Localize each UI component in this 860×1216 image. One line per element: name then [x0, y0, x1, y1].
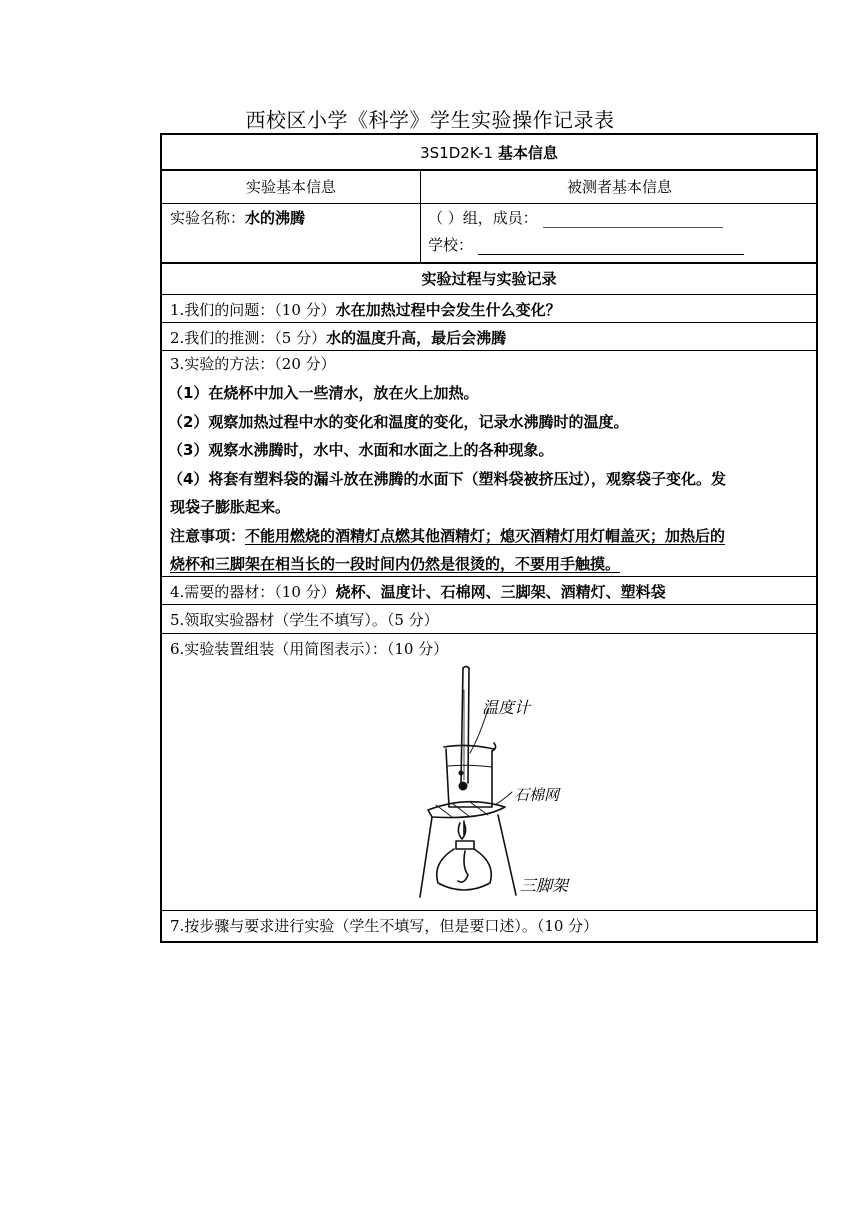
record-table — [160, 133, 818, 943]
method-step: （4）将套有塑料袋的漏斗放在沸腾的水面下（塑料袋被挤压过），观察袋子变化。发 — [168, 470, 726, 488]
equipment-label: 4.需要的器材：（10 分） — [170, 583, 336, 601]
code-header-code: 3S1D2K-1 — [420, 144, 494, 162]
method-label: 3.实验的方法：（20 分） — [170, 355, 336, 373]
perform-label: 7.按步骤与要求进行实验（学生不填写，但是要口述）。（10 分） — [170, 917, 599, 935]
assembly-label: 6.实验装置组装（用简图表示）：（10 分） — [170, 640, 449, 658]
experiment-name: 水的沸腾 — [245, 209, 306, 227]
method-step: （1）在烧杯中加入一些清水，放在火上加热。 — [168, 384, 479, 402]
experiment-name-label: 实验名称： — [170, 209, 246, 227]
notice-label: 注意事项： — [170, 527, 246, 545]
thermometer-label: 温度计 — [482, 698, 531, 717]
tripod-icon — [420, 815, 516, 897]
guess-label: 2.我们的推测：（5 分） — [170, 329, 327, 347]
right-header: 被测者基本信息 — [566, 178, 672, 196]
left-header: 实验基本信息 — [245, 178, 336, 196]
collect-label: 5.领取实验器材（学生不填写）。（5 分） — [170, 611, 439, 629]
method-step: 现袋子膨胀起来。 — [170, 498, 291, 516]
gauze-icon — [428, 802, 505, 818]
question-label: 1.我们的问题：（10 分） — [170, 301, 336, 319]
question-value: 水在加热过程中会发生什么变化？ — [335, 301, 561, 319]
document-title: 西校区小学《科学》学生实验操作记录表 — [245, 108, 615, 132]
method-step: （2）观察加热过程中水的变化和温度的变化，记录水沸腾时的温度。 — [168, 413, 629, 431]
divider — [162, 910, 816, 911]
guess-value: 水的温度升高，最后会沸腾 — [326, 329, 507, 347]
group-label: （ ）组，成员： — [428, 209, 538, 227]
gauze-label: 石棉网 — [514, 786, 560, 804]
apparatus-sketch — [162, 135, 818, 941]
notice-text: 不能用燃烧的酒精灯点燃其他酒精灯；熄灭酒精灯用灯帽盖灭；加热后的 — [245, 527, 726, 545]
code-header-label: 基本信息 — [497, 144, 558, 162]
process-header: 实验过程与实验记录 — [421, 270, 557, 288]
tripod-label: 三脚架 — [520, 876, 569, 895]
equipment-value: 烧杯、温度计、石棉网、三脚架、酒精灯、塑料袋 — [335, 583, 666, 601]
method-step: （3）观察水沸腾时，水中、水面和水面之上的各种现象。 — [168, 441, 554, 459]
school-label: 学校： — [428, 236, 474, 254]
notice-text-continued: 烧杯和三脚架在相当长的一段时间内仍然是很烫的，不要用手触摸。 — [170, 555, 621, 573]
